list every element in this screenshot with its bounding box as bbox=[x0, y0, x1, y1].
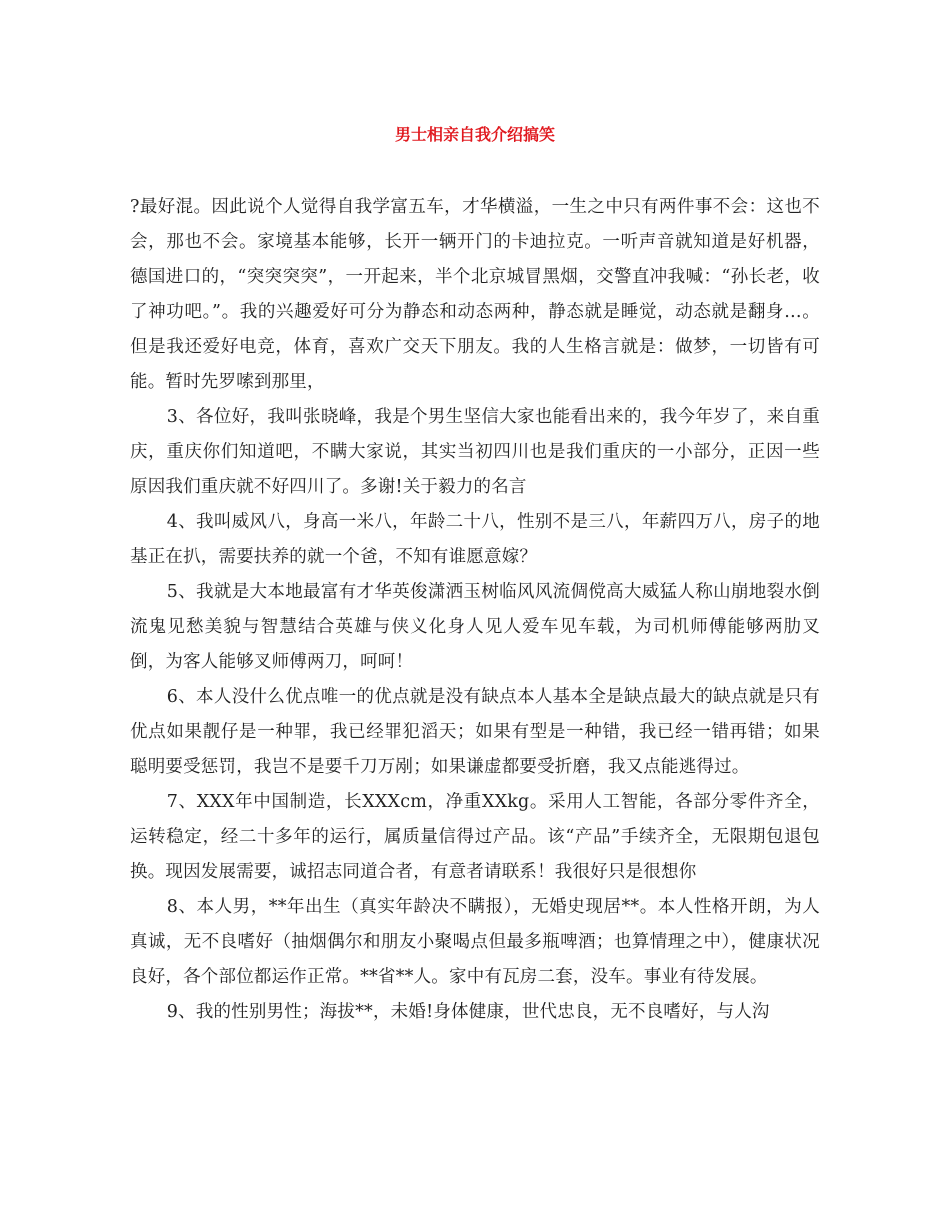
paragraph-6: 6、本人没什么优点唯一的优点就是没有缺点本人基本全是缺点最大的缺点就是只有优点如果靓仔是一种罪，我已经罪犯滔天；如果有型是一种错，我已经一错再错；如果聪明要受惩罚，我岂不是要千刀万剐；如果谦虚都要受折磨，我又点能逃得过。 bbox=[130, 687, 820, 777]
paragraph-3: 3、各位好，我叫张晓峰，我是个男生坚信大家也能看出来的，我今年岁了，来自重庆，重庆你们知道吧，不瞒大家说，其实当初四川也是我们重庆的一小部分，正因一些原因我们重庆就不好四川了。多谢!关于毅力的名言 bbox=[130, 407, 820, 497]
paragraph-4: 4、我叫威风八，身高一米八，年龄二十八，性别不是三八，年薪四万八，房子的地基正在扒，需要扶养的就一个爸，不知有谁愿意嫁？ bbox=[130, 512, 820, 567]
document-title: 男士相亲自我介绍搞笑 bbox=[394, 125, 555, 144]
paragraph-8: 8、本人男，**年出生（真实年龄决不瞒报），无婚史现居**。本人性格开朗，为人真诚，无不良嗜好（抽烟偶尔和朋友小聚喝点但最多瓶啤酒；也算情理之中），健康状况良好，各个部位都运作正常。**省**人。家中有瓦房二套，没车。事业有待发展。 bbox=[130, 897, 820, 987]
paragraph-9: 9、我的性别男性；海拔**，未婚!身体健康，世代忠良，无不良嗜好，与人沟 bbox=[166, 1002, 770, 1022]
paragraph-5: 5、我就是大本地最富有才华英俊潇洒玉树临风风流倜傥高大威猛人称山崩地裂水倒流鬼见愁美貌与智慧结合英雄与侠义化身人见人爱车见车载，为司机师傅能够两肋叉倒，为客人能够叉师傅两刀，呵呵！ bbox=[130, 582, 820, 672]
paragraph-intro-continued: ?最好混。因此说个人觉得自我学富五车，才华横溢，一生之中只有两件事不会：这也不会，那也不会。家境基本能够，长开一辆开门的卡迪拉克。一听声音就知道是好机器，德国进口的，“突突突突”，一开起来，半个北京城冒黑烟，交警直冲我喊：“孙长老，收了神功吧。”。我的兴趣爱好可分为静态和动态两种，静态就是睡觉，动态就是翻身…。但是我还爱好电竞，体育，喜欢广交天下朋友。我的人生格言就是：做梦，一切皆有可能。暂时先罗嗦到那里， bbox=[130, 197, 820, 392]
paragraph-7: 7、XXX年中国制造，长XXXcm，净重XXkg。采用人工智能，各部分零件齐全，运转稳定，经二十多年的运行，属质量信得过产品。该“产品”手续齐全，无限期包退包换。现因发展需要，诚招志同道合者，有意者请联系！我很好只是很想你 bbox=[130, 792, 820, 882]
